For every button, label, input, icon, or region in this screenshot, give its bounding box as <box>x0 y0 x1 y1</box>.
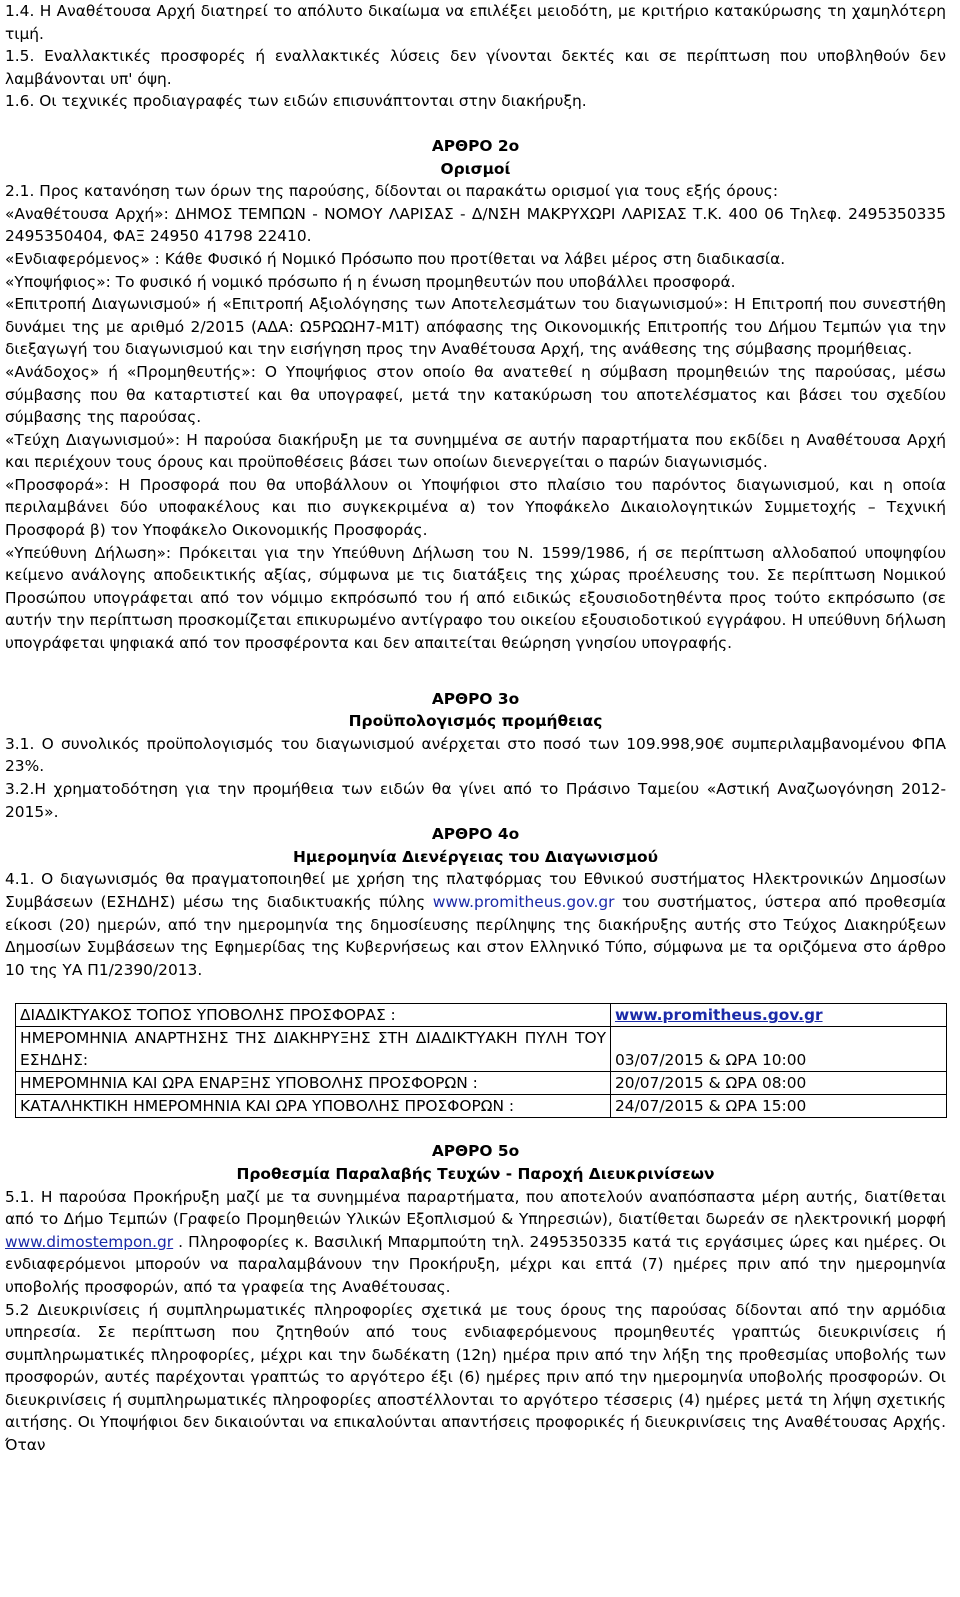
def-tender-documents: «Τεύχη Διαγωνισμού»: Η παρούσα διακήρυξη με τα συνημμένα σε αυτήν παραρτήματα που εκδίδει η Αναθέτουσα Αρχή και περιέχουν τους όρους και προϋποθέσεις βάσει των οποίων διενεργείται ο παρών διαγωνισμός. <box>5 430 946 472</box>
para-4-1 <box>5 868 946 981</box>
article-3-subtitle: Προϋπολογισμός προμήθειας <box>348 712 603 731</box>
def-contracting-authority: «Αναθέτουσα Αρχή»: ΔΗΜΟΣ ΤΕΜΠΩΝ - ΝΟΜΟΥ ΛΑΡΙΣΑΣ - Δ/ΝΣΗ ΜΑΚΡΥΧΩΡΙ ΛΑΡΙΣΑΣ Τ.Κ. 400 06 Τηλεφ. 2495350335 2495350404, ΦΑΞ 24950 41798 22410. <box>5 204 946 246</box>
article-2 <box>5 135 946 655</box>
para-2-1: 2.1. Προς κατανόηση των όρων της παρούσης, δίδονται οι παρακάτω ορισμοί για τους εξής όρους: <box>5 182 779 201</box>
article-4-subtitle: Ημερομηνία Διενέργειας του Διαγωνισμού <box>293 847 658 866</box>
row-value: 03/07/2015 & ΩΡΑ 10:00 <box>611 1027 947 1072</box>
def-candidate: «Υποψήφιος»: Το φυσικό ή νομικό πρόσωπο ή η ένωση προμηθευτών που υποβάλλει προσφορά. <box>5 272 736 291</box>
promitheus-link[interactable]: www.promitheus.gov.gr <box>432 892 615 911</box>
article-4 <box>5 823 946 981</box>
article-5 <box>5 1140 946 1456</box>
article-5-title: ΑΡΘΡΟ 5ο <box>431 1142 520 1161</box>
dimostempon-link[interactable]: www.dimostempon.gr <box>5 1232 174 1251</box>
article-3 <box>5 688 946 824</box>
article-5-subtitle: Προθεσμία Παραλαβής Τευχών - Παροχή Διευκρινίσεων <box>236 1164 715 1183</box>
para-1-6: 1.6. Οι τεχνικές προδιαγραφές των ειδών επισυνάπτονται στην διακήρυξη. <box>5 92 587 111</box>
para-4-1-text: 4.1. Ο διαγωνισμός θα πραγματοποιηθεί με χρήση της πλατφόρμας του Εθνικού συστήματος Ηλεκτρονικών Δημοσίων Συμβάσεων (ΕΣΗΔΗΣ) μέσω της διαδικτυακής πύλης <box>5 870 946 911</box>
para-1-5: 1.5. Εναλλακτικές προσφορές ή εναλλακτικές λύσεις δεν γίνονται δεκτές και σε περίπτωση που υποβληθούν δεν λαμβάνονται υπ' όψη. <box>5 47 946 88</box>
def-solemn-declaration: «Υπεύθυνη Δήλωση»: Πρόκειται για την Υπεύθυνη Δήλωση του Ν. 1599/1986, ή σε περίπτωση αλλοδαπού υποψηφίου κείμενο ανάλογης αποδεικτικής αξίας, σύμφωνα με τις διατάξεις της χώρας προέλευσης του. Σε περίπτωση Νομικού Προσώπου υπογράφεται από τον νόμιμο εκπρόσωπό του ή από ειδικώς εξουσιοδοτηθέντα προς τούτο εκπρόσωπο (σε αυτήν την περίπτωση προσκομίζεται επικυρωμένο αντίγραφο του οικείου εξουσιοδοτικού εγγράφου. Η υπεύθυνη δήλωση υπογράφεται ψηφιακά από τον προσφέροντα και δεν απαιτείται θεώρηση γνησίου υπογραφής. <box>5 543 946 653</box>
para-4-1-text-after: του συστήματος, ύστερα από προθεσμία είκοσι (20) ημερών, από την ημερομηνία της δημοσίευσης περίληψης της διακήρυξης αυτής στο Τεύχος Διακηρύξεων Δημοσίων Συμβάσεων της Εφημερίδας της Κυβερνήσεως και στον Ελληνικό Τύπο, σύμφωνα με τα οριζόμενα στο άρθρο 10 της ΥΑ Π1/2390/2013. <box>5 892 947 979</box>
para-5-2: 5.2 Διευκρινίσεις ή συμπληρωματικές πληροφορίες σχετικά με τους όρους της παρούσας δίδονται από την αρμόδια υπηρεσία. Σε περίπτωση που ζητηθούν από τους ενδιαφερόμενους προμηθευτές γραπτώς διευκρινίσεις ή συμπληρωματικές πληροφορίες, μέχρι και την δωδέκατη (12η) ημέρα πριν από την λήξη της προθεσμίας υποβολής των προσφορών, αυτές παρέχονται γραπτώς το αργότερο έξι (6) ημέρες πριν από την ημερομηνία υποβολής προσφορών. Οι διευκρινίσεις ή συμπληρωματικές πληροφορίες αποστέλλονται το αργότερο τέσσερις (4) ημέρες μετά τη λήψη σχετικής αιτήσης. Οι Υποψήφιοι δεν δικαιούνται να επικαλούνται απαντήσεις προφορικές ή διευκρινίσεις της Αναθέτουσας Αρχής. Όταν <box>5 1300 946 1455</box>
row-value <box>611 1004 947 1027</box>
para-1-4: 1.4. Η Αναθέτουσα Αρχή διατηρεί το απόλυτο δικαίωμα να επιλέξει μειοδότη, με κριτήριο κατακύρωσης τη χαμηλότερη τιμή. <box>5 2 946 43</box>
def-interested-party: «Ενδιαφερόμενος» : Κάθε Φυσικό ή Νομικό Πρόσωπο που προτίθεται να λάβει μέρος στη διαδικασία. <box>5 249 786 268</box>
row-value: 20/07/2015 & ΩΡΑ 08:00 <box>611 1072 947 1095</box>
def-offer: «Προσφορά»: Η Προσφορά που θα υποβάλλουν οι Υποψήφιοι στο πλαίσιο του παρόντος διαγωνισμού, και η οποία περιλαμβάνει δύο υποφακέλους και πιο συγκεκριμένα α) τον Υποφάκελο Δικαιολογητικών Συμμετοχής – Τεχνική Προσφορά β) τον Υποφάκελο Οικονομικής Προσφοράς. <box>5 475 946 540</box>
table-row <box>16 1072 947 1095</box>
para-5-1 <box>5 1186 946 1299</box>
dates-table <box>15 1003 947 1118</box>
promitheus-table-link[interactable]: www.promitheus.gov.gr <box>615 1006 823 1025</box>
row-label: ΔΙΑΔΙΚΤΥΑΚΟΣ ΤΟΠΟΣ ΥΠΟΒΟΛΗΣ ΠΡΟΣΦΟΡΑΣ : <box>16 1004 611 1027</box>
para-5-1-text: 5.1. Η παρούσα Προκήρυξη μαζί με τα συνημμένα παραρτήματα, που αποτελούν αναπόσπαστα μέρη αυτής, διατίθεται από το Δήμο Τεμπών (Γραφείο Προμηθειών Υλικών Εξοπλισμού & Υπηρεσιών), διατίθεται δωρεάν σε ηλεκτρονική μορφή <box>5 1187 946 1229</box>
def-committee: «Επιτροπή Διαγωνισμού» ή «Επιτροπή Αξιολόγησης των Αποτελεσμάτων του διαγωνισμού»: Η Επιτροπή που συνεστήθη δυνάμει της με αριθμό 2/2015 (ΑΔΑ: Ω5ΡΩΩΗ7-Μ1Τ) απόφασης της Οικονομικής Επιτροπής του Δήμου Τεμπών για την διεξαγωγή του διαγωνισμού και την εισήγηση προς την Αναθέτουσα Αρχή, της ανάθεσης της σύμβασης προμήθειας. <box>5 295 946 359</box>
para-3-2: 3.2.Η χρηματοδότηση για την προμήθεια των ειδών θα γίνει από το Πράσινο Ταμείου «Αστική Αναζωογόνηση 2012-2015». <box>5 780 946 821</box>
para-3-1: 3.1. Ο συνολικός προϋπολογισμός του διαγωνισμού ανέρχεται στο ποσό των 109.998,90€ συμπεριλαμβανομένου ΦΠΑ 23%. <box>5 734 946 776</box>
row-value: 24/07/2015 & ΩΡΑ 15:00 <box>611 1095 947 1118</box>
section-1-tail <box>5 0 946 113</box>
def-contractor: «Ανάδοχος» ή «Προμηθευτής»: Ο Υποψήφιος στον οποίο θα ανατεθεί η σύμβαση προμηθειών της παρούσας, μέσω σύμβασης που θα καταρτιστεί και θα υπογραφεί, μετά την κατακύρωση του αποτελέσματος και βάσει του σχεδίου σύμβασης της παρούσας. <box>5 362 946 427</box>
article-2-title: ΑΡΘΡΟ 2ο <box>431 136 520 155</box>
para-5-1-text-after: . Πληροφορίες κ. Βασιλική Μπαρμπούτη τηλ. 2495350335 κατά τις εργάσιμες ώρες και ημέρες. Οι ενδιαφερόμενοι μπορούν να παραλαμβάνουν την Προκήρυξη, μέχρι και επτά (7) ημέρες πριν από την ημερομηνία υποβολής προσφορών, από τα γραφεία της Αναθέτουσας. <box>5 1232 946 1296</box>
row-label: ΗΜΕΡΟΜΗΝΙΑ ΚΑΙ ΩΡΑ ΕΝΑΡΞΗΣ ΥΠΟΒΟΛΗΣ ΠΡΟΣΦΟΡΩΝ : <box>16 1072 611 1095</box>
table-row <box>16 1004 947 1027</box>
row-label: ΚΑΤΑΛΗΚΤΙΚΗ ΗΜΕΡΟΜΗΝΙΑ ΚΑΙ ΩΡΑ ΥΠΟΒΟΛΗΣ ΠΡΟΣΦΟΡΩΝ : <box>16 1095 611 1118</box>
row-label: ΗΜΕΡΟΜΗΝΙΑ ΑΝΑΡΤΗΣΗΣ ΤΗΣ ΔΙΑΚΗΡΥΞΗΣ ΣΤΗ ΔΙΑΔΙΚΤΥΑΚΗ ΠΥΛΗ ΤΟΥ ΕΣΗΔΗΣ: <box>16 1027 611 1072</box>
article-2-subtitle: Ορισμοί <box>440 159 511 178</box>
article-3-title: ΑΡΘΡΟ 3ο <box>431 689 520 708</box>
table-row <box>16 1027 947 1072</box>
article-4-title: ΑΡΘΡΟ 4ο <box>431 825 520 844</box>
table-row <box>16 1095 947 1118</box>
